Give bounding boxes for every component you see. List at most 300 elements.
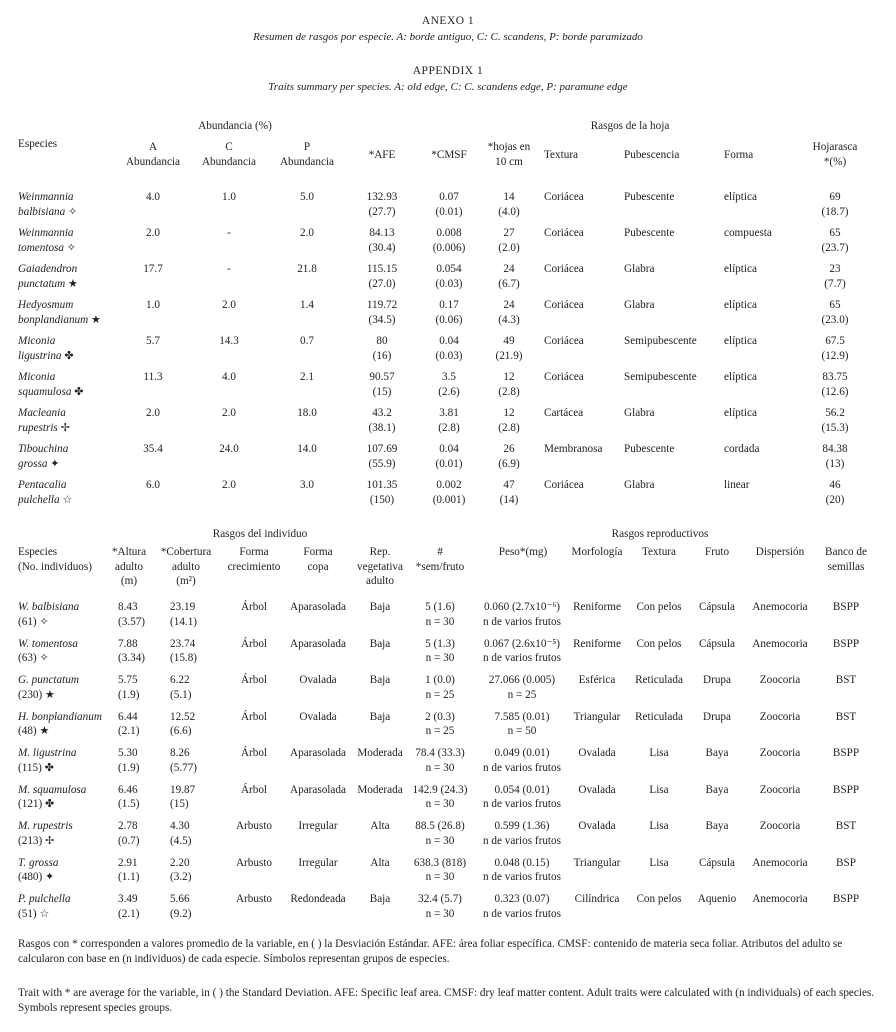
cell-abund-a-value: 17.7 [143,263,163,275]
cell-afe-value: 119.72 [366,299,398,311]
cell-semillas-value: 2 (0.3) [425,710,455,723]
col-crecimiento [218,545,290,574]
cell-abund-a [118,190,188,205]
cell-semillas [410,600,470,629]
cell-cmsf [420,226,478,255]
cell-morfologia [566,710,628,725]
cell-morfologia-value: Cilíndrica [574,893,620,905]
footnote-en: Trait with * are average for the variable, in ( ) the Standard Deviation. AFE: Specific leaf area. CMSF: dry leaf matter content. Adult traits were calculated with (n individuals) of each species. Symbols represent species groups. [18,987,875,1015]
cell-banco-value: BSPP [832,783,860,796]
cell-altura [118,892,168,921]
cell-hojarasca-value: (12.6) [821,385,849,398]
cell-semillas-value: n = 25 [425,688,455,701]
col-afe: *AFE [368,149,396,161]
cell-cobertura-value: (5.77) [170,761,198,774]
cell-fruto-value: Baya [705,783,729,796]
cell-abund-c [194,442,264,457]
cell-altura [118,746,168,775]
cell-textura [544,442,624,457]
cell-morfologia-value: Ovalada [578,747,616,759]
cell-species-name-value: rupestris [18,421,58,434]
cell-morfologia [566,637,628,652]
cell-hojas-value: 24 [503,263,515,275]
cell-altura-value: (1.9) [118,688,140,701]
cell-banco [814,783,878,798]
cell-cmsf [420,262,478,291]
col-morfologia: Morfología [571,546,623,558]
cell-cobertura-value: (9.2) [170,907,192,920]
cell-rep-vegetativa [350,783,410,798]
cell-copa-value: Aparasolada [290,783,346,796]
group-rasgos-individuo: Rasgos del individuo [212,528,308,540]
species-group-symbol: ✧ [39,615,49,628]
cell-afe-value: 43.2 [372,407,392,419]
cell-pubescencia-value: Semipubescente [624,335,697,347]
cell-hojarasca-value: (7.7) [824,277,846,290]
cell-morfologia [566,892,628,907]
cell-altura-value: (0.7) [118,834,140,847]
cell-forma-value: elíptica [724,263,757,275]
cell-banco-value: BSP [836,856,856,869]
cell-afe-value: 115.15 [366,263,398,275]
cell-abund-c [194,334,264,349]
cell-forma [724,226,804,241]
col-banco-semillas [814,545,878,574]
cell-hojas [480,262,538,291]
cell-textura [544,370,624,385]
cell-textura-value: Coriácea [544,299,584,311]
cell-dispersion [740,710,820,725]
cell-hojarasca [800,262,870,291]
cell-cobertura-value: 6.22 [170,674,190,686]
cell-abund-c [194,226,264,241]
cell-species-name-value: Macleania [18,407,66,419]
cell-peso [470,892,574,921]
cell-species-value: (121) [18,798,43,811]
cell-crecimiento [218,746,290,761]
species-group-symbol: ✤ [74,385,84,398]
cell-abund-a [118,406,188,421]
species-group-symbol: ✤ [44,761,54,774]
cell-morfologia-value: Reniforme [573,601,621,613]
cell-hojas-value: 14 [503,191,515,203]
cell-altura [118,673,168,702]
cell-fruto [690,783,744,798]
cell-forma [724,478,804,493]
cell-cobertura-value: 2.20 [170,856,190,869]
species-group-symbol: ★ [39,725,50,738]
cell-species-value: (61) [18,615,37,628]
cell-banco-value: BST [835,820,857,832]
cell-cmsf-value: (0.03) [435,349,463,362]
cell-hojas-value: (21.9) [495,349,523,362]
cell-copa-value: Irregular [298,820,338,832]
col-banco-line2: semillas [827,560,865,573]
cell-abund-c-value: 2.0 [222,407,236,419]
cell-copa [282,892,354,907]
cell-abund-a-value: 35.4 [143,443,163,455]
cell-semillas [410,746,470,775]
cell-textura [628,783,690,798]
cell-species-value: (115) [18,761,42,774]
cell-abund-p-value: 18.0 [297,407,317,419]
cell-fruto [690,600,744,615]
cell-fruto [690,746,744,761]
cell-peso-value: n de varios frutos [483,834,561,847]
cell-crecimiento-value: Árbol [240,710,268,723]
cell-cmsf [420,406,478,435]
cell-species-value: H. bonplandianum [18,710,102,723]
cell-forma [724,406,804,421]
cell-species-name [18,190,128,219]
cell-crecimiento-value: Árbol [240,674,268,686]
col-especies-line1: Especies [18,546,58,558]
cell-semillas [410,819,470,848]
footnote-es: Rasgos con * corresponden a valores promedio de la variable, en ( ) la Desviación Estándar. AFE: área foliar específica. CMSF: contenido de materia seca foliar. Atributos del adulto se calcularon con base en (n individuos) de cada especie. Símbolos representan grupos de especies. [18,938,843,966]
cell-peso [470,673,574,702]
cell-afe-value: (16) [372,349,392,362]
cell-textura-value: Coriácea [544,479,584,491]
cell-abund-a [118,226,188,241]
cell-dispersion [740,856,820,871]
cell-afe-value: 90.57 [369,371,395,383]
species-group-symbol: ☆ [62,493,73,506]
cell-textura [628,819,690,834]
cell-peso-value: 0.323 (0.07) [494,893,550,905]
col-rep-vegetativa [350,545,410,589]
cell-cmsf [420,370,478,399]
species-group-symbol: ✦ [50,457,60,470]
cell-textura-value: Coriácea [544,191,584,203]
cell-cmsf [420,190,478,219]
cell-pubescencia [624,262,724,277]
cell-hojarasca [800,406,870,435]
cell-hojarasca-value: 65 [829,299,841,311]
cell-morfologia-value: Reniforme [573,637,621,650]
cell-semillas-value: n = 30 [425,798,455,811]
cell-cobertura-value: (6.6) [170,725,192,738]
cell-altura-value: 7.88 [118,637,138,650]
cell-hojarasca [800,442,870,471]
cell-abund-a [118,442,188,457]
col-semillas-fruto [410,545,470,574]
col-textura: Textura [544,149,579,161]
cell-textura-value: Con pelos [636,893,682,905]
cell-cmsf-value: (0.01) [435,205,463,218]
cell-semillas-value: n = 25 [425,725,455,738]
cell-species-name-value: Gaiadendron [18,263,78,275]
cell-cmsf [420,478,478,507]
cell-forma-value: cordada [724,443,760,455]
cell-textura [628,637,690,652]
cell-cmsf-value: (0.001) [432,493,466,506]
cell-pubescencia [624,190,724,205]
cell-peso-value: 0.599 (1.36) [494,820,550,832]
cell-textura-value: Lisa [649,820,669,832]
cell-forma-value: elíptica [724,299,757,311]
cell-fruto-value: Drupa [703,674,731,686]
group-rasgos-hoja: Rasgos de la hoja [590,120,670,132]
cell-peso-value: n de varios frutos [483,871,561,884]
cell-altura [118,637,168,666]
cell-abund-p-value: 21.8 [297,263,317,275]
cell-cobertura-value: (15) [170,798,189,811]
species-group-symbol: ★ [45,688,56,701]
cell-afe-value: (15) [372,385,392,398]
cell-dispersion-value: Zoocoria [759,820,801,832]
cell-cobertura-value: (15.8) [170,652,198,665]
cell-crecimiento [218,856,290,871]
cell-rep-vegetativa-value: Baja [369,674,391,686]
cell-banco-value: BSPP [832,601,860,613]
cell-species [18,673,108,702]
cell-copa [282,783,354,798]
cell-cmsf-value: 0.054 [436,263,462,275]
cell-species-name-value: Weinmannia [18,191,74,203]
cell-abund-a [118,478,188,493]
cell-peso [470,746,574,775]
cell-altura-value: 5.75 [118,674,138,686]
cell-semillas-value: 142.9 (24.3) [412,783,468,796]
cell-species-value: (51) [18,907,37,920]
cell-hojarasca-value: 84.38 [822,443,848,455]
col-hojarasca-line2: *(%) [823,155,847,168]
cell-forma [724,334,804,349]
cell-altura [118,710,168,739]
cell-species-name [18,442,128,471]
cell-species-name-value: pulchella [18,493,60,506]
cell-morfologia-value: Ovalada [578,820,616,832]
cell-rep-vegetativa [350,710,410,725]
cell-fruto-value: Drupa [703,710,731,723]
cell-peso-value: 7.585 (0.01) [494,710,550,723]
cell-pubescencia-value: Pubescente [624,191,675,203]
cell-hojas [480,298,538,327]
cell-semillas-value: 32.4 (5.7) [418,893,462,905]
cell-abund-p-value: 14.0 [297,443,317,455]
cell-fruto [690,673,744,688]
cell-afe-value: (34.5) [368,313,396,326]
cell-banco [814,600,878,615]
cell-abund-p [272,190,342,205]
cell-altura-value: 6.46 [118,783,138,796]
species-group-symbol: ✧ [66,241,77,254]
cell-copa [282,746,354,761]
cell-hojas [480,406,538,435]
cell-species-value: M. rupestris [18,820,73,832]
cell-pubescencia-value: Glabra [624,479,655,491]
cell-crecimiento-value: Árbol [240,747,268,759]
cell-rep-vegetativa-value: Alta [370,856,390,869]
cell-semillas-value: n = 30 [425,652,455,665]
cell-rep-vegetativa-value: Moderada [357,747,403,759]
cell-species-name-value: bonplandianum [18,313,89,326]
cell-abund-c [194,406,264,421]
cell-copa-value: Ovalada [299,710,337,723]
cell-altura-value: 6.44 [118,710,138,723]
cell-rep-vegetativa-value: Moderada [357,783,403,796]
cell-hojas-value: 49 [503,335,515,347]
col-sem-line1: # [437,546,443,558]
species-group-symbol: ★ [91,313,102,326]
cell-altura [118,856,168,885]
cell-crecimiento-value: Árbol [240,783,268,796]
cell-hojarasca-value: 65 [829,227,841,239]
cell-species [18,892,108,921]
cell-dispersion-value: Zoocoria [759,783,801,796]
cell-hojarasca-value: (13) [825,457,845,470]
cell-hojarasca-value: (20) [825,493,845,506]
species-group-symbol: ☆ [39,907,50,920]
cell-dispersion [740,673,820,688]
cell-abund-c [194,262,264,277]
cell-afe-value: (27.0) [368,277,396,290]
cell-species-name-value: Tibouchina [18,443,69,455]
cell-species-name [18,298,128,327]
col-textura-2: Textura [641,546,676,558]
cell-abund-a-value: 6.0 [146,479,160,491]
species-group-symbol: ✢ [60,421,70,434]
cell-peso-value: n de varios frutos [483,798,561,811]
cell-species-name-value: tomentosa [18,241,64,254]
cell-species-value: M. ligustrina [18,747,77,759]
cell-species [18,819,108,848]
cell-forma [724,442,804,457]
cell-fruto [690,856,744,871]
cell-peso [470,600,574,629]
cell-species-name [18,370,128,399]
cell-crecimiento [218,783,290,798]
cell-textura [628,856,690,871]
cell-textura-value: Coriácea [544,263,584,275]
cell-afe-value: 132.93 [366,191,398,203]
cell-dispersion-value: Anemocoria [752,856,808,869]
cell-morfologia-value: Triangular [573,856,621,869]
col-a-header [118,140,188,169]
cell-abund-c-value: 1.0 [222,191,236,203]
cell-afe [352,442,412,471]
cell-forma-value: elíptica [724,191,757,203]
cell-abund-p-value: 0.7 [300,335,314,347]
cell-afe-value: 107.69 [366,443,398,455]
col-dispersion: Dispersión [755,546,805,558]
cell-cmsf-value: 0.07 [439,191,459,203]
col-cmsf: *CMSF [431,149,467,161]
cell-textura [628,600,690,615]
cell-textura [544,298,624,313]
cell-peso-value: n = 25 [507,688,537,701]
cell-pubescencia-value: Pubescente [624,443,675,455]
cell-species-name-value: Miconia [18,335,56,347]
cell-peso-value: 0.048 (0.15) [494,856,550,869]
cell-abund-a-value: 1.0 [146,299,160,311]
cell-species [18,856,108,885]
cell-afe-value: 84.13 [369,227,395,239]
cell-peso [470,783,574,812]
cell-peso-value: 0.060 (2.7x10⁻⁶) [484,601,560,613]
cell-pubescencia [624,298,724,313]
cell-peso-value: 0.054 (0.01) [494,783,550,796]
cell-forma-value: linear [724,479,750,491]
cell-altura-value: 8.43 [118,601,138,613]
appendix-title: APPENDIX 1 [412,65,484,77]
cell-cobertura-value: 12.52 [170,710,196,723]
cell-abund-c [194,370,264,385]
cell-hojas-value: 27 [503,227,515,239]
col-hojarasca [800,140,870,169]
cell-cobertura-value: (14.1) [170,615,198,628]
cell-altura-value: (1.5) [118,798,140,811]
cell-species-name-value: Hedyosmum [18,299,74,311]
cell-abund-p [272,478,342,493]
col-cobertura-line3: (m²) [176,575,196,588]
cell-peso-value: n de varios frutos [483,761,561,774]
cell-morfologia [566,673,628,688]
cell-dispersion [740,783,820,798]
cell-hojas [480,334,538,363]
cell-fruto [690,819,744,834]
cell-fruto-value: Baya [705,820,729,832]
cell-semillas-value: n = 30 [425,834,455,847]
cell-forma-value: elíptica [724,407,757,419]
cell-abund-p [272,262,342,277]
cell-dispersion [740,746,820,761]
anexo-subtitle: Resumen de rasgos por especie. A: borde antiguo, C: C. scandens, P: borde paramizado [253,31,643,43]
cell-afe-value: (150) [369,493,395,506]
cell-abund-a-value: 5.7 [146,335,160,347]
cell-species-value: P. pulchella [18,893,71,905]
cell-dispersion [740,819,820,834]
cell-cmsf [420,334,478,363]
cell-banco-value: BST [835,674,857,686]
cell-afe [352,406,412,435]
cell-species-name-value: punctatum [18,277,66,290]
cell-rep-vegetativa [350,600,410,615]
cell-forma [724,298,804,313]
cell-altura [118,819,168,848]
cell-hojas-value: 12 [503,407,515,419]
cell-hojas-value: (14) [499,493,519,506]
cell-copa-value: Aparasolada [290,637,346,650]
cell-altura-value: (1.9) [118,761,140,774]
cell-crecimiento-value: Arbusto [235,856,273,869]
cell-hojas [480,370,538,399]
cell-abund-c [194,478,264,493]
cell-textura [544,406,624,421]
cell-hojarasca-value: 56.2 [825,407,845,419]
cell-banco-value: BSPP [832,893,860,905]
cell-textura [628,673,690,688]
cell-species-name-value: Miconia [18,371,56,383]
cell-semillas [410,673,470,702]
col-forma: Forma [724,149,754,161]
cell-banco [814,892,878,907]
cell-banco [814,856,878,871]
cell-dispersion [740,637,820,652]
cell-peso-value: 0.049 (0.01) [494,747,550,759]
cell-peso-value: 0.067 (2.6x10⁻⁵) [484,637,560,650]
col-altura [104,545,154,589]
cell-cmsf-value: (0.01) [435,457,463,470]
col-c-line2: Abundancia [201,155,257,168]
cell-textura-value: Reticulada [635,710,683,723]
cell-species-value: W. balbisiana [18,601,80,613]
cell-copa [282,856,354,871]
cell-textura [544,334,624,349]
cell-cobertura-value: 5.66 [170,893,190,905]
cell-morfologia [566,856,628,871]
cell-cmsf-value: (2.6) [438,385,460,398]
